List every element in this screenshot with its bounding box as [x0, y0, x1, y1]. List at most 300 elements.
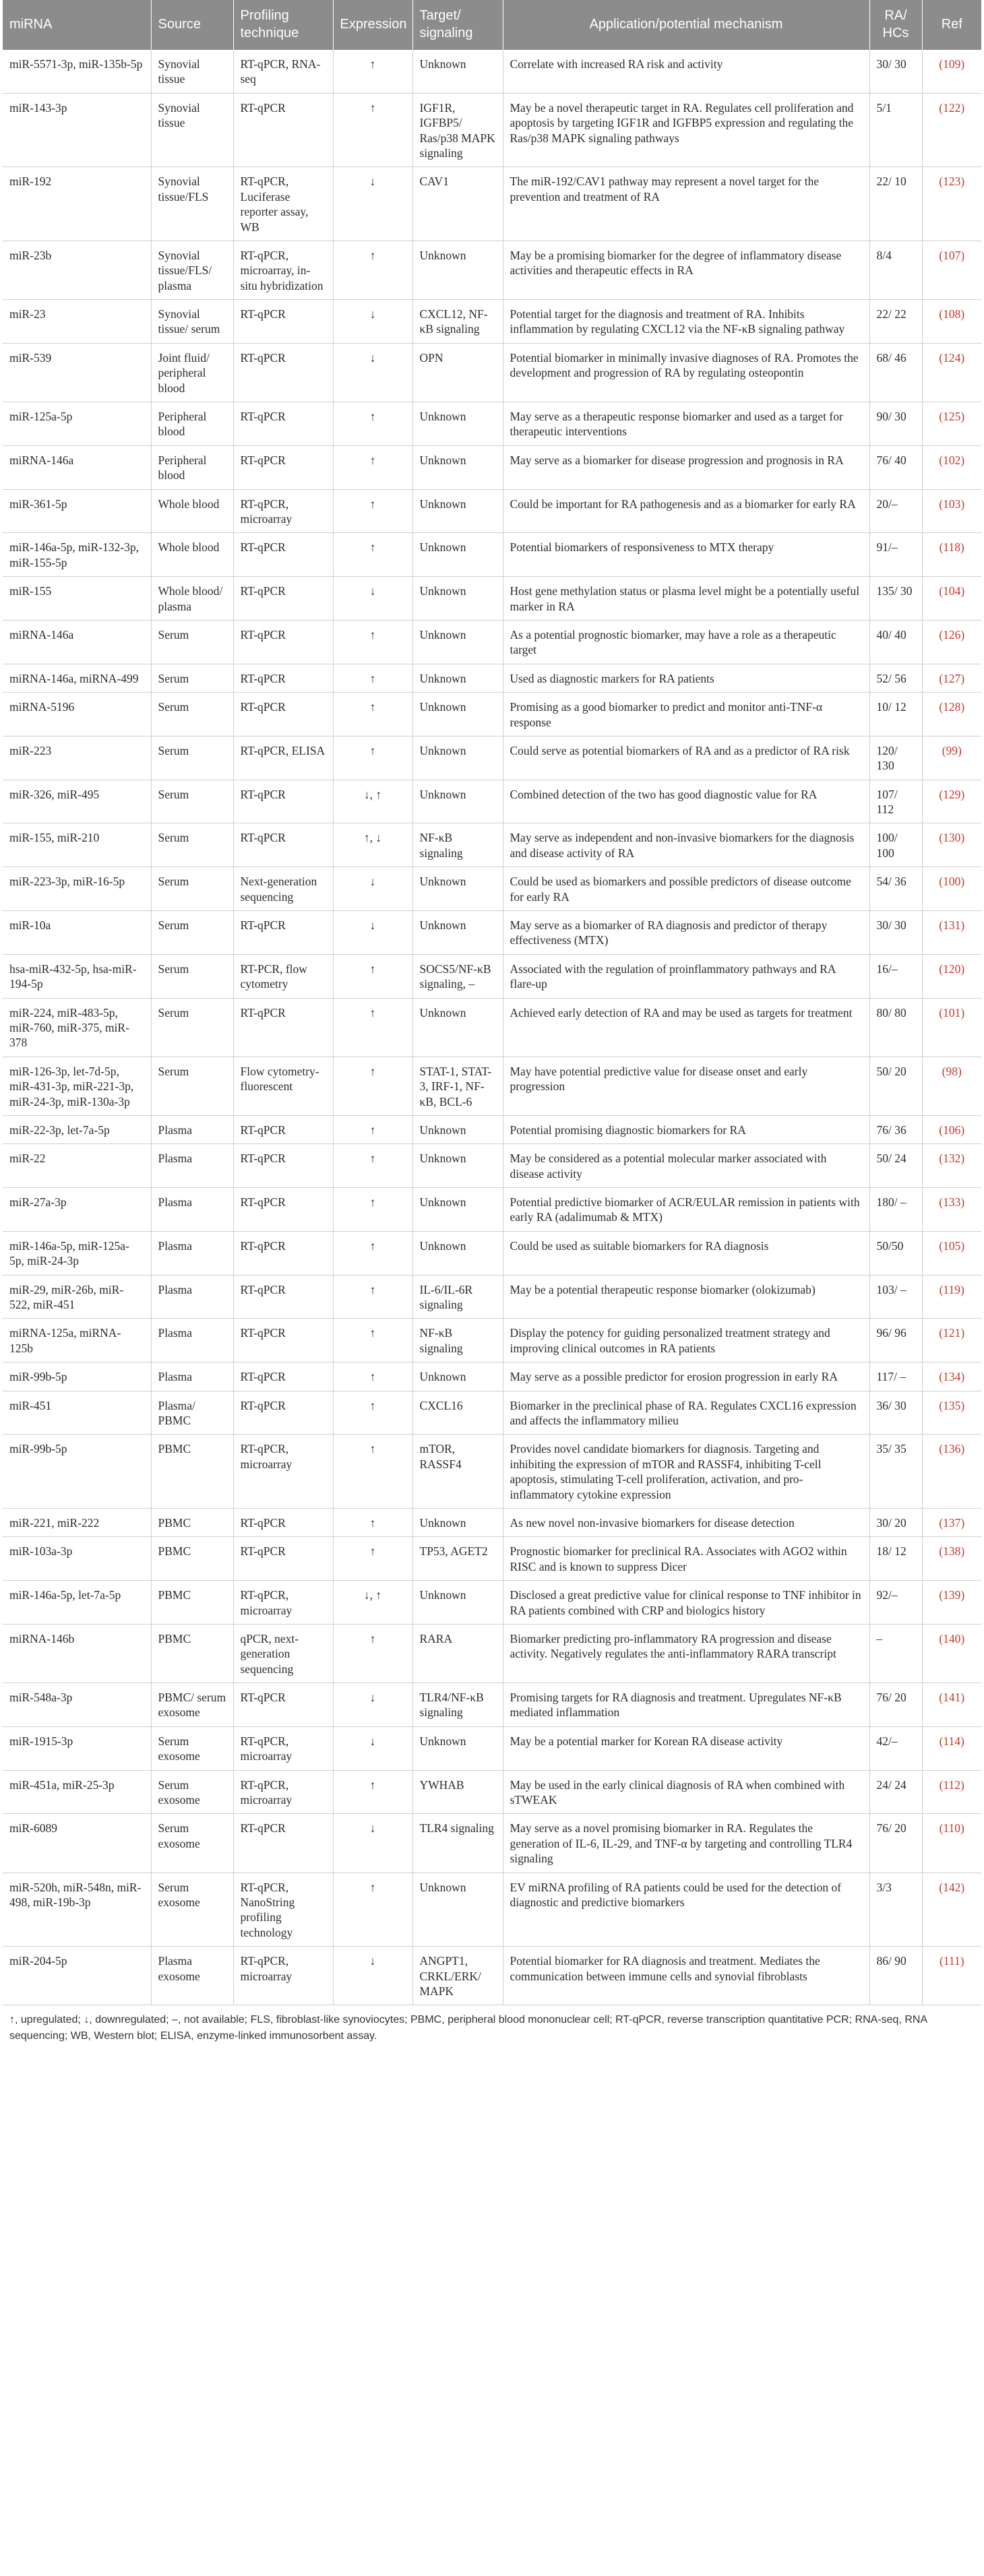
cell-source: Synovial tissue/FLS — [151, 167, 233, 241]
cell-application: May serve as a possible predictor for erosion progression in early RA — [503, 1362, 869, 1391]
cell-target: Unknown — [412, 1231, 503, 1275]
cell-application: May be a potential marker for Korean RA disease activity — [503, 1726, 869, 1770]
cell-target: CXCL12, NF-κB signaling — [412, 300, 503, 344]
cell-mirna: miR-5571-3p, miR-135b-5p — [3, 50, 151, 93]
cell-technique: Flow cytometry-fluorescent — [233, 1057, 333, 1115]
cell-ref[interactable]: (130) — [922, 823, 981, 867]
table-row — [3, 823, 981, 867]
cell-application: Used as diagnostic markers for RA patients — [503, 664, 869, 692]
cell-expression: ↓ — [333, 1947, 412, 2005]
cell-ref[interactable]: (137) — [922, 1508, 981, 1536]
cell-source: Synovial tissue — [151, 93, 233, 167]
cell-ref[interactable]: (108) — [922, 300, 981, 344]
cell-expression: ↑ — [333, 1873, 412, 1947]
cell-ref[interactable]: (122) — [922, 93, 981, 167]
cell-expression: ↑ — [333, 1115, 412, 1143]
cell-ref[interactable]: (100) — [922, 867, 981, 911]
cell-target: TLR4/NF-κB signaling — [412, 1683, 503, 1727]
cell-target: NF-κB signaling — [412, 823, 503, 867]
cell-source: Plasma — [151, 1275, 233, 1319]
cell-ref[interactable]: (136) — [922, 1435, 981, 1509]
header-target-signaling: Target/ signaling — [412, 0, 503, 50]
cell-mirna: miR-539 — [3, 343, 151, 402]
cell-ra-hcs: 50/50 — [869, 1231, 922, 1275]
cell-mirna: miR-23b — [3, 241, 151, 299]
table-row — [3, 1144, 981, 1188]
cell-target: RARA — [412, 1624, 503, 1683]
cell-expression: ↑ — [333, 1188, 412, 1232]
cell-target: Unknown — [412, 489, 503, 533]
cell-mirna: miR-520h, miR-548n, miR-498, miR-19b-3p — [3, 1873, 151, 1947]
cell-source: Joint fluid/ peripheral blood — [151, 343, 233, 402]
cell-mirna: miR-99b-5p — [3, 1362, 151, 1391]
cell-application: Host gene methylation status or plasma level might be a potentially useful marker in RA — [503, 577, 869, 621]
cell-mirna: miR-125a-5p — [3, 402, 151, 446]
cell-technique: RT-qPCR — [233, 664, 333, 692]
cell-ref[interactable]: (135) — [922, 1391, 981, 1435]
cell-source: Plasma — [151, 1144, 233, 1188]
cell-expression: ↑ — [333, 1391, 412, 1435]
cell-application: Combined detection of the two has good diagnostic value for RA — [503, 780, 869, 823]
cell-ref[interactable]: (102) — [922, 445, 981, 489]
cell-ref[interactable]: (141) — [922, 1683, 981, 1727]
cell-technique: RT-qPCR — [233, 1188, 333, 1232]
cell-target: IGF1R, IGFBP5/ Ras/p38 MAPK signaling — [412, 93, 503, 167]
cell-ref[interactable]: (129) — [922, 780, 981, 823]
cell-application: May serve as independent and non-invasive biomarkers for the diagnosis and disease activity of RA — [503, 823, 869, 867]
table-row — [3, 300, 981, 344]
cell-application: Potential biomarker for RA diagnosis and treatment. Mediates the communication between immune cells and synovial fibroblasts — [503, 1947, 869, 2005]
cell-ref[interactable]: (107) — [922, 241, 981, 299]
cell-application: Provides novel candidate biomarkers for diagnosis. Targeting and inhibiting the expression of mTOR and RASSF4, inhibiting T-cell apoptosis, stimulating T-cell proliferation, activation, and pro-inflammatory cytokine expression — [503, 1435, 869, 1509]
cell-source: Whole blood — [151, 533, 233, 577]
cell-application: May have potential predictive value for disease onset and early progression — [503, 1057, 869, 1115]
cell-ra-hcs: 76/ 40 — [869, 445, 922, 489]
cell-expression: ↑, ↓ — [333, 823, 412, 867]
cell-mirna: miRNA-125a, miRNA-125b — [3, 1319, 151, 1362]
cell-ra-hcs: 76/ 36 — [869, 1115, 922, 1143]
header-source: Source — [151, 0, 233, 50]
cell-ref[interactable]: (123) — [922, 167, 981, 241]
cell-ref[interactable]: (114) — [922, 1726, 981, 1770]
cell-source: Plasma/ PBMC — [151, 1391, 233, 1435]
cell-mirna: miR-99b-5p — [3, 1435, 151, 1509]
cell-application: May be a potential therapeutic response biomarker (olokizumab) — [503, 1275, 869, 1319]
cell-ra-hcs: 76/ 20 — [869, 1683, 922, 1727]
cell-mirna: miRNA-146a, miRNA-499 — [3, 664, 151, 692]
cell-technique: RT-qPCR — [233, 1231, 333, 1275]
header-mirna: miRNA — [3, 0, 151, 50]
cell-ra-hcs: 20/– — [869, 489, 922, 533]
cell-source: Peripheral blood — [151, 445, 233, 489]
cell-mirna: miR-10a — [3, 911, 151, 955]
header-expression: Expression — [333, 0, 412, 50]
cell-source: Serum — [151, 998, 233, 1057]
cell-expression: ↑ — [333, 620, 412, 664]
cell-technique: RT-qPCR — [233, 1319, 333, 1362]
table-row — [3, 167, 981, 241]
table-row — [3, 1814, 981, 1873]
table-row — [3, 620, 981, 664]
table-row — [3, 954, 981, 998]
cell-target: Unknown — [412, 693, 503, 736]
cell-ref[interactable]: (126) — [922, 620, 981, 664]
cell-ref[interactable]: (138) — [922, 1537, 981, 1581]
cell-source: Serum exosome — [151, 1726, 233, 1770]
cell-ra-hcs: 30/ 30 — [869, 50, 922, 93]
cell-source: Serum — [151, 664, 233, 692]
cell-source: Serum — [151, 867, 233, 911]
cell-expression: ↑ — [333, 241, 412, 299]
table-row — [3, 533, 981, 577]
cell-ref[interactable]: (104) — [922, 577, 981, 621]
cell-expression: ↓ — [333, 1726, 412, 1770]
cell-ref[interactable]: (139) — [922, 1581, 981, 1625]
cell-ref[interactable]: (124) — [922, 343, 981, 402]
table-row — [3, 1683, 981, 1727]
cell-application: Could be important for RA pathogenesis and as a biomarker for early RA — [503, 489, 869, 533]
cell-source: Serum — [151, 954, 233, 998]
cell-expression: ↑ — [333, 402, 412, 446]
cell-expression: ↓ — [333, 167, 412, 241]
table-row — [3, 445, 981, 489]
table-row — [3, 867, 981, 911]
cell-ref[interactable]: (120) — [922, 954, 981, 998]
cell-mirna: miR-27a-3p — [3, 1188, 151, 1232]
header-profiling-technique: Profiling technique — [233, 0, 333, 50]
cell-ref[interactable]: (98) — [922, 1057, 981, 1115]
cell-expression: ↑ — [333, 736, 412, 780]
cell-target: Unknown — [412, 1362, 503, 1391]
table-row — [3, 911, 981, 955]
cell-target: Unknown — [412, 867, 503, 911]
cell-technique: RT-qPCR — [233, 823, 333, 867]
cell-mirna: miR-155 — [3, 577, 151, 621]
cell-ra-hcs: 36/ 30 — [869, 1391, 922, 1435]
cell-ra-hcs: 86/ 90 — [869, 1947, 922, 2005]
cell-expression: ↑ — [333, 998, 412, 1057]
cell-target: mTOR, RASSF4 — [412, 1435, 503, 1509]
cell-expression: ↓ — [333, 867, 412, 911]
table-row — [3, 93, 981, 167]
cell-target: Unknown — [412, 664, 503, 692]
cell-target: Unknown — [412, 911, 503, 955]
cell-target: TP53, AGET2 — [412, 1537, 503, 1581]
table-row — [3, 343, 981, 402]
cell-source: Plasma exosome — [151, 1947, 233, 2005]
cell-ref[interactable]: (118) — [922, 533, 981, 577]
cell-technique: RT-qPCR — [233, 1537, 333, 1581]
cell-mirna: miR-23 — [3, 300, 151, 344]
cell-mirna: miR-146a-5p, miR-125a-5p, miR-24-3p — [3, 1231, 151, 1275]
cell-application: May serve as a novel promising biomarker in RA. Regulates the generation of IL-6, IL-29, and TNF-α by targeting and controlling TLR4 signaling — [503, 1814, 869, 1873]
cell-ra-hcs: 10/ 12 — [869, 693, 922, 736]
cell-ref[interactable]: (101) — [922, 998, 981, 1057]
cell-technique: RT-qPCR, RNA-seq — [233, 50, 333, 93]
cell-expression: ↑ — [333, 1435, 412, 1509]
table-row — [3, 998, 981, 1057]
cell-target: Unknown — [412, 1115, 503, 1143]
cell-technique: RT-qPCR, NanoString profiling technology — [233, 1873, 333, 1947]
cell-expression: ↑ — [333, 693, 412, 736]
header-ref: Ref — [922, 0, 981, 50]
cell-expression: ↑ — [333, 1319, 412, 1362]
cell-source: PBMC/ serum exosome — [151, 1683, 233, 1727]
cell-ref[interactable]: (112) — [922, 1770, 981, 1814]
cell-ra-hcs: 22/ 10 — [869, 167, 922, 241]
header-ra-hcs: RA/ HCs — [869, 0, 922, 50]
cell-ref[interactable]: (99) — [922, 736, 981, 780]
cell-mirna: miR-29, miR-26b, miR-522, miR-451 — [3, 1275, 151, 1319]
cell-technique: RT-qPCR — [233, 911, 333, 955]
cell-application: Potential biomarker in minimally invasive diagnoses of RA. Promotes the development and progression of RA by regulating osteopontin — [503, 343, 869, 402]
cell-technique: RT-qPCR — [233, 1115, 333, 1143]
cell-source: Serum — [151, 780, 233, 823]
cell-mirna: miR-204-5p — [3, 1947, 151, 2005]
cell-application: Associated with the regulation of proinflammatory pathways and RA flare-up — [503, 954, 869, 998]
cell-ra-hcs: 5/1 — [869, 93, 922, 167]
cell-source: PBMC — [151, 1537, 233, 1581]
cell-expression: ↓ — [333, 577, 412, 621]
cell-mirna: miR-221, miR-222 — [3, 1508, 151, 1536]
cell-ref[interactable]: (106) — [922, 1115, 981, 1143]
cell-application: May serve as a biomarker of RA diagnosis and predictor of therapy effectiveness (MTX) — [503, 911, 869, 955]
cell-source: PBMC — [151, 1581, 233, 1625]
cell-target: Unknown — [412, 1726, 503, 1770]
cell-ref[interactable]: (142) — [922, 1873, 981, 1947]
cell-technique: RT-qPCR, microarray, in-situ hybridization — [233, 241, 333, 299]
cell-mirna: miR-361-5p — [3, 489, 151, 533]
cell-mirna: miR-146a-5p, let-7a-5p — [3, 1581, 151, 1625]
cell-ra-hcs: 90/ 30 — [869, 402, 922, 446]
cell-source: Synovial tissue/FLS/ plasma — [151, 241, 233, 299]
cell-target: SOCS5/NF-κB signaling, – — [412, 954, 503, 998]
cell-ref[interactable]: (119) — [922, 1275, 981, 1319]
cell-application: May serve as a biomarker for disease progression and prognosis in RA — [503, 445, 869, 489]
cell-target: STAT-1, STAT-3, IRF-1, NF-κB, BCL-6 — [412, 1057, 503, 1115]
cell-ra-hcs: 107/ 112 — [869, 780, 922, 823]
cell-mirna: miR-146a-5p, miR-132-3p, miR-155-5p — [3, 533, 151, 577]
cell-mirna: miR-6089 — [3, 1814, 151, 1873]
cell-expression: ↑ — [333, 1275, 412, 1319]
cell-source: PBMC — [151, 1508, 233, 1536]
cell-expression: ↑ — [333, 664, 412, 692]
cell-ra-hcs: 68/ 46 — [869, 343, 922, 402]
cell-ref[interactable]: (134) — [922, 1362, 981, 1391]
cell-ra-hcs: 100/ 100 — [869, 823, 922, 867]
table-row — [3, 736, 981, 780]
cell-mirna: miRNA-146a — [3, 445, 151, 489]
cell-source: Serum exosome — [151, 1770, 233, 1814]
cell-ref[interactable]: (140) — [922, 1624, 981, 1683]
table-row — [3, 1391, 981, 1435]
cell-target: Unknown — [412, 50, 503, 93]
table-row — [3, 50, 981, 93]
cell-target: Unknown — [412, 780, 503, 823]
cell-technique: RT-qPCR — [233, 1391, 333, 1435]
cell-source: Whole blood/ plasma — [151, 577, 233, 621]
cell-expression: ↓ — [333, 343, 412, 402]
cell-expression: ↓, ↑ — [333, 780, 412, 823]
cell-target: Unknown — [412, 998, 503, 1057]
table-row — [3, 1231, 981, 1275]
cell-mirna: miR-1915-3p — [3, 1726, 151, 1770]
cell-mirna: miR-223-3p, miR-16-5p — [3, 867, 151, 911]
cell-application: EV miRNA profiling of RA patients could be used for the detection of diagnostic and predictive biomarkers — [503, 1873, 869, 1947]
cell-source: Whole blood — [151, 489, 233, 533]
cell-ra-hcs: 120/ 130 — [869, 736, 922, 780]
cell-ref[interactable]: (105) — [922, 1231, 981, 1275]
cell-technique: RT-qPCR — [233, 1508, 333, 1536]
table-footnote: ↑, upregulated; ↓, downregulated; –, not available; FLS, fibroblast-like synoviocytes; PBMC, peripheral blood mononuclear cell; RT-qPCR, reverse transcription quantitative PCR; RNA-seq, RNA sequencing; WB, Western blot; ELISA, enzyme-linked immunosorbent assay. — [9, 2014, 927, 2042]
table-row — [3, 1115, 981, 1143]
cell-technique: qPCR, next-generation sequencing — [233, 1624, 333, 1683]
cell-source: Plasma — [151, 1188, 233, 1232]
cell-technique: RT-qPCR, microarray — [233, 1947, 333, 2005]
cell-technique: RT-qPCR, Luciferase reporter assay, WB — [233, 167, 333, 241]
cell-expression: ↑ — [333, 489, 412, 533]
cell-technique: Next-generation sequencing — [233, 867, 333, 911]
cell-application: Potential predictive biomarker of ACR/EULAR remission in patients with early RA (adalimumab & MTX) — [503, 1188, 869, 1232]
cell-mirna: miRNA-5196 — [3, 693, 151, 736]
cell-source: PBMC — [151, 1435, 233, 1509]
cell-expression: ↑ — [333, 1624, 412, 1683]
cell-source: Serum — [151, 693, 233, 736]
cell-technique: RT-PCR, flow cytometry — [233, 954, 333, 998]
cell-ref[interactable]: (127) — [922, 664, 981, 692]
cell-application: Potential target for the diagnosis and treatment of RA. Inhibits inflammation by regulating CXCL12 via the NF-κB signaling pathway — [503, 300, 869, 344]
cell-ra-hcs: 18/ 12 — [869, 1537, 922, 1581]
cell-application: Disclosed a great predictive value for clinical response to TNF inhibitor in RA patients combined with CRP and biologics history — [503, 1581, 869, 1625]
cell-expression: ↑ — [333, 533, 412, 577]
cell-application: Could serve as potential biomarkers of RA and as a predictor of RA risk — [503, 736, 869, 780]
cell-source: Serum — [151, 1057, 233, 1115]
cell-target: CXCL16 — [412, 1391, 503, 1435]
cell-target: Unknown — [412, 620, 503, 664]
cell-technique: RT-qPCR, microarray — [233, 1726, 333, 1770]
cell-technique: RT-qPCR, ELISA — [233, 736, 333, 780]
cell-technique: RT-qPCR, microarray — [233, 489, 333, 533]
cell-source: Plasma — [151, 1115, 233, 1143]
cell-ra-hcs: 91/– — [869, 533, 922, 577]
cell-ra-hcs: 30/ 20 — [869, 1508, 922, 1536]
cell-expression: ↑ — [333, 445, 412, 489]
cell-expression: ↑ — [333, 1508, 412, 1536]
cell-source: PBMC — [151, 1624, 233, 1683]
cell-ra-hcs: 8/4 — [869, 241, 922, 299]
cell-ra-hcs: 135/ 30 — [869, 577, 922, 621]
cell-ref[interactable]: (133) — [922, 1188, 981, 1232]
table-row — [3, 1057, 981, 1115]
table-row — [3, 1435, 981, 1509]
header-row — [3, 0, 981, 50]
table-row — [3, 1188, 981, 1232]
cell-technique: RT-qPCR — [233, 343, 333, 402]
cell-application: As new novel non-invasive biomarkers for disease detection — [503, 1508, 869, 1536]
cell-expression: ↑ — [333, 1231, 412, 1275]
cell-ref[interactable]: (109) — [922, 50, 981, 93]
cell-ref[interactable]: (128) — [922, 693, 981, 736]
cell-ref[interactable]: (110) — [922, 1814, 981, 1873]
cell-ra-hcs: 76/ 20 — [869, 1814, 922, 1873]
cell-ra-hcs: 50/ 20 — [869, 1057, 922, 1115]
cell-target: Unknown — [412, 1144, 503, 1188]
cell-ra-hcs: 16/– — [869, 954, 922, 998]
cell-mirna: miR-223 — [3, 736, 151, 780]
cell-source: Synovial tissue — [151, 50, 233, 93]
cell-application: The miR-192/CAV1 pathway may represent a novel target for the prevention and treatment of RA — [503, 167, 869, 241]
cell-expression: ↓ — [333, 911, 412, 955]
table-row — [3, 1770, 981, 1814]
cell-source: Serum — [151, 736, 233, 780]
cell-ra-hcs: 3/3 — [869, 1873, 922, 1947]
cell-ref[interactable]: (111) — [922, 1947, 981, 2005]
cell-ref[interactable]: (121) — [922, 1319, 981, 1362]
table-row — [3, 1581, 981, 1625]
table-row — [3, 1947, 981, 2005]
cell-ref[interactable]: (125) — [922, 402, 981, 446]
cell-technique: RT-qPCR, microarray — [233, 1581, 333, 1625]
cell-ref[interactable]: (131) — [922, 911, 981, 955]
cell-ra-hcs: 180/ – — [869, 1188, 922, 1232]
cell-ra-hcs: 22/ 22 — [869, 300, 922, 344]
cell-ra-hcs: 24/ 24 — [869, 1770, 922, 1814]
cell-source: Serum exosome — [151, 1814, 233, 1873]
cell-application: Prognostic biomarker for preclinical RA. Associates with AGO2 within RISC and is known to suppress Dicer — [503, 1537, 869, 1581]
cell-ra-hcs: 30/ 30 — [869, 911, 922, 955]
cell-technique: RT-qPCR — [233, 300, 333, 344]
cell-expression: ↑ — [333, 1057, 412, 1115]
cell-technique: RT-qPCR — [233, 620, 333, 664]
cell-application: Biomarker in the preclinical phase of RA. Regulates CXCL16 expression and affects the inflammatory milieu — [503, 1391, 869, 1435]
cell-source: Serum — [151, 823, 233, 867]
table-row — [3, 1726, 981, 1770]
cell-technique: RT-qPCR — [233, 1144, 333, 1188]
cell-application: May be a promising biomarker for the degree of inflammatory disease activities and therapeutic effects in RA — [503, 241, 869, 299]
cell-mirna: miR-326, miR-495 — [3, 780, 151, 823]
table-row — [3, 489, 981, 533]
cell-mirna: miR-22 — [3, 1144, 151, 1188]
cell-target: Unknown — [412, 1508, 503, 1536]
cell-source: Synovial tissue/ serum — [151, 300, 233, 344]
cell-ra-hcs: 117/ – — [869, 1362, 922, 1391]
cell-ref[interactable]: (103) — [922, 489, 981, 533]
cell-mirna: miR-224, miR-483-5p, miR-760, miR-375, miR-378 — [3, 998, 151, 1057]
table-header — [3, 0, 981, 50]
cell-mirna: miRNA-146b — [3, 1624, 151, 1683]
cell-expression: ↑ — [333, 1362, 412, 1391]
cell-mirna: miR-548a-3p — [3, 1683, 151, 1727]
cell-ra-hcs: 103/ – — [869, 1275, 922, 1319]
cell-ra-hcs: 54/ 36 — [869, 867, 922, 911]
cell-mirna: miR-451 — [3, 1391, 151, 1435]
cell-source: Plasma — [151, 1231, 233, 1275]
cell-application: Promising targets for RA diagnosis and treatment. Upregulates NF-κB mediated inflammation — [503, 1683, 869, 1727]
cell-expression: ↑ — [333, 1537, 412, 1581]
cell-technique: RT-qPCR — [233, 1814, 333, 1873]
table-row — [3, 1624, 981, 1683]
cell-technique: RT-qPCR — [233, 780, 333, 823]
cell-ref[interactable]: (132) — [922, 1144, 981, 1188]
cell-target: Unknown — [412, 577, 503, 621]
cell-target: Unknown — [412, 736, 503, 780]
cell-mirna: miR-143-3p — [3, 93, 151, 167]
cell-mirna: miR-103a-3p — [3, 1537, 151, 1581]
table-row — [3, 1537, 981, 1581]
cell-target: Unknown — [412, 533, 503, 577]
cell-application: May serve as a therapeutic response biomarker and used as a target for therapeutic interventions — [503, 402, 869, 446]
cell-application: As a potential prognostic biomarker, may have a role as a therapeutic target — [503, 620, 869, 664]
